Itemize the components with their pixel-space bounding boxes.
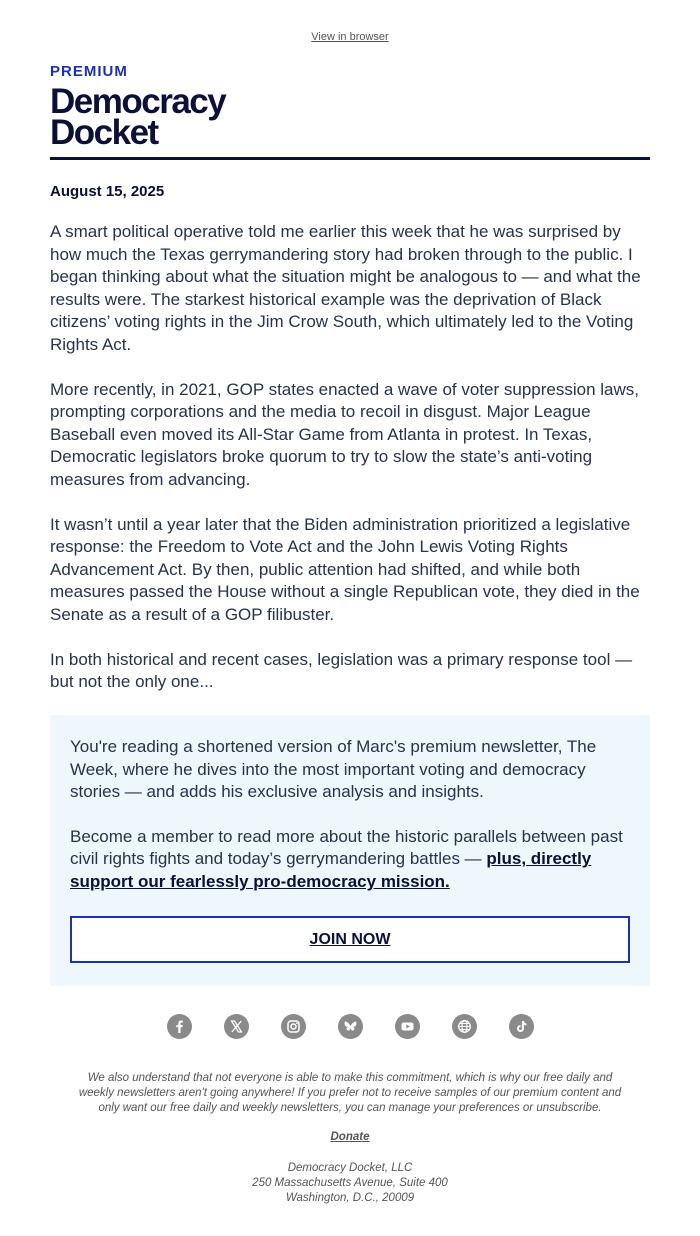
article-body [50, 221, 650, 716]
fine-print-text: We also understand that not everyone is able to make this commitment, which is why our free daily and weekly newsletters aren't going anywhere! If you prefer not to receive samples of our premium content and only want our free daily and weekly newsletters, you can manage your preferences or [78, 1072, 622, 1114]
support-mission-link[interactable]: plus, directly support our fearlessly pro-democracy mission. [70, 849, 592, 891]
logo-line-2: Docket [50, 113, 158, 152]
address-line: 250 Massachusetts Avenue, Suite 400 [252, 1177, 448, 1189]
tiktok-icon[interactable] [509, 1014, 534, 1039]
footer-address [0, 1161, 700, 1206]
logo-wordmark [50, 82, 226, 152]
youtube-icon[interactable] [395, 1014, 420, 1039]
address-line: Washington, D.C., 20009 [285, 1192, 415, 1204]
website-icon[interactable] [452, 1014, 477, 1039]
view-in-browser-link[interactable]: View in browser [311, 31, 389, 43]
instagram-icon[interactable] [281, 1014, 306, 1039]
facebook-icon[interactable] [167, 1014, 192, 1039]
logo-line-1: Democracy [50, 82, 226, 121]
promo-cta-prefix: Become a member to read more about the historic parallels between past civil rights fights and today’s gerrymandering battles — [70, 826, 623, 869]
address-line: Democracy Docket, LLC [287, 1162, 413, 1174]
header-divider [50, 157, 650, 160]
x-icon[interactable] [224, 1014, 249, 1039]
article-paragraph: More recently, in 2021, GOP states enacted a wave of voter suppression laws, prompting corporations and the media to recoil in disgust. Major League Baseball even moved its All-Star Game from Atlanta in protest. In Texas, Democratic legislators broke quorum to try to slow the state’s anti-voting measures from advancing. [50, 379, 640, 489]
social-links [0, 1014, 700, 1039]
join-now-button[interactable]: JOIN NOW [70, 916, 630, 963]
footer-fine-print [70, 1071, 630, 1116]
bluesky-icon[interactable] [338, 1014, 363, 1039]
unsubscribe-link[interactable]: unsubscribe. [536, 1102, 602, 1114]
donate-link[interactable]: Donate [330, 1131, 370, 1143]
premium-promo-box [50, 715, 650, 986]
promo-cta-text [70, 826, 630, 894]
article-paragraph: In both historical and recent cases, legislation was a primary response tool — but not the only one... [50, 649, 633, 692]
article-paragraph: A smart political operative told me earlier this week that he was surprised by how much the Texas gerrymandering story had broken through to the public. I began thinking about what the situation might be analogous to — and what the results were. The starkest historical example was the deprivation of Black citizens’ voting rights in the Jim Crow South, which ultimately led to the Voting Rights Act. [50, 222, 641, 354]
article-paragraph: It wasn’t until a year later that the Biden administration prioritized a legislative response: the Freedom to Vote Act and the John Lewis Voting Rights Advancement Act. By then, public attention had shifted, and while both measures passed the House without a single Republican vote, they died in the Senate as a result of a GOP filibuster. [50, 514, 640, 624]
promo-text: You're reading a shortened version of Marc's premium newsletter, The Week, where he dives into the most important voting and democracy stories — and adds his exclusive analysis and insights. [70, 737, 597, 802]
premium-label: PREMIUM [50, 63, 128, 80]
article-date: August 15, 2025 [50, 183, 165, 200]
brand-logo[interactable] [50, 63, 226, 152]
